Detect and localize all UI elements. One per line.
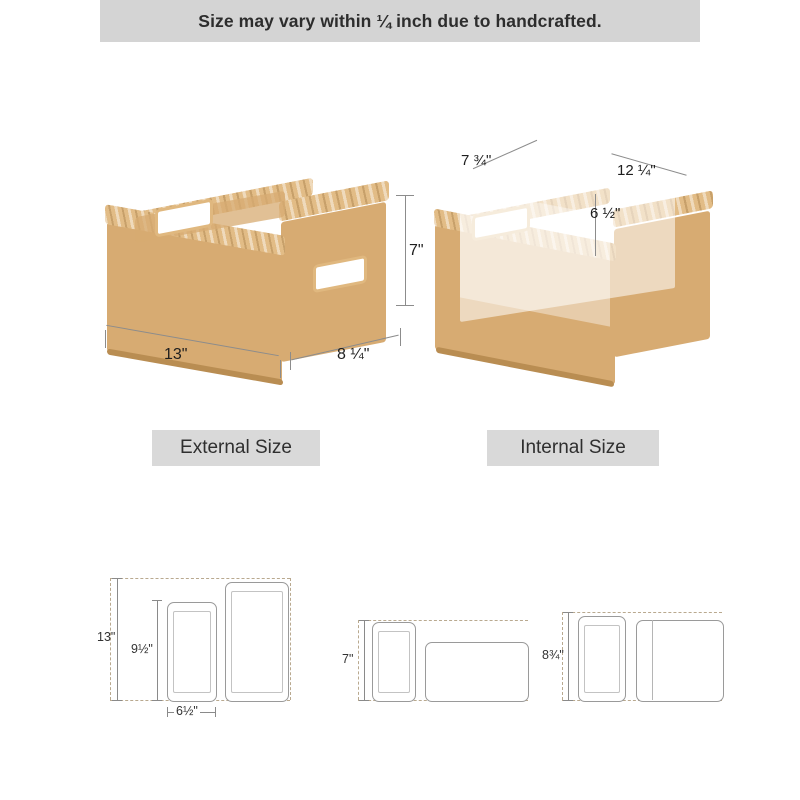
tech-drawing-front-view (95, 560, 325, 720)
front-view-right-guide (290, 578, 291, 700)
side-view-height-tick-top (359, 620, 369, 621)
front-view-height-tick-top (112, 578, 122, 579)
tablet-portrait-depth-view (578, 616, 626, 702)
front-view-height-tick-bottom (112, 700, 122, 701)
depth-view-tick-top (563, 612, 573, 613)
tablet-screen (584, 625, 620, 693)
front-view-top-guide (110, 578, 290, 579)
front-view-tablet-width-tick-right (215, 707, 216, 717)
external-height-dim-line (405, 195, 406, 305)
tablet-portrait-small (167, 602, 217, 702)
internal-height-dim-line (595, 194, 596, 256)
depth-view-basket-depth-label: 8¾" (542, 648, 564, 662)
internal-width-label: 12 ¼" (617, 162, 656, 179)
tablet-screen (173, 611, 211, 693)
side-view-left-guide (358, 620, 359, 700)
side-view-height-tick-bottom (359, 700, 369, 701)
depth-view-top-guide (562, 612, 722, 613)
side-view-basket-height-label: 7" (342, 652, 354, 666)
tablet-portrait-large (225, 582, 289, 702)
basket-side-outline (425, 642, 529, 702)
external-width-tick-right (280, 360, 281, 378)
tech-drawing-side-view (330, 560, 550, 720)
side-view-height-dim-line (364, 620, 365, 700)
external-width-label: 13" (164, 346, 188, 363)
basket-depth-outline (636, 620, 724, 702)
external-height-label: 7" (409, 242, 424, 259)
external-width-tick-left (105, 330, 106, 348)
front-view-basket-height-label: 13" (97, 630, 116, 644)
tablet-screen (378, 631, 410, 693)
tablet-portrait-side-view (372, 622, 416, 702)
caption-external-size-label: External Size (180, 437, 292, 458)
front-view-tablet-width-label: 6½" (176, 704, 198, 718)
internal-height-label: 6 ½" (590, 205, 621, 222)
front-view-tablet-height-tick-bottom (152, 700, 162, 701)
external-height-tick-bottom (396, 305, 414, 306)
front-view-height-dim-line (117, 578, 118, 700)
tablet-screen (231, 591, 283, 693)
depth-view-tick-bottom (563, 700, 573, 701)
external-height-tick-top (396, 195, 414, 196)
external-depth-label: 8 ¼" (337, 346, 370, 363)
technical-drawings (0, 560, 800, 730)
basket-depth-divider (652, 620, 653, 700)
size-disclaimer-banner (100, 0, 700, 42)
depth-view-dim-line (568, 612, 569, 700)
external-depth-tick-left (290, 352, 291, 370)
internal-depth-label: 7 ¾" (461, 152, 492, 169)
caption-internal-size-label: Internal Size (520, 437, 626, 458)
external-depth-tick-right (400, 328, 401, 346)
caption-external-size (152, 430, 320, 466)
front-view-tablet-height-label: 9½" (131, 642, 153, 656)
basket-illustrations (0, 42, 800, 462)
size-disclaimer-text: Size may vary within ¼ inch due to handcrafted. (198, 10, 602, 31)
tech-drawing-depth-view (540, 560, 750, 720)
front-view-tablet-height-dim-line (157, 600, 158, 700)
caption-internal-size (487, 430, 659, 466)
side-view-top-guide (358, 620, 528, 621)
front-view-tablet-width-tick-left (167, 707, 168, 717)
front-view-tablet-height-tick-top (152, 600, 162, 601)
internal-basket-illustration (430, 142, 720, 402)
